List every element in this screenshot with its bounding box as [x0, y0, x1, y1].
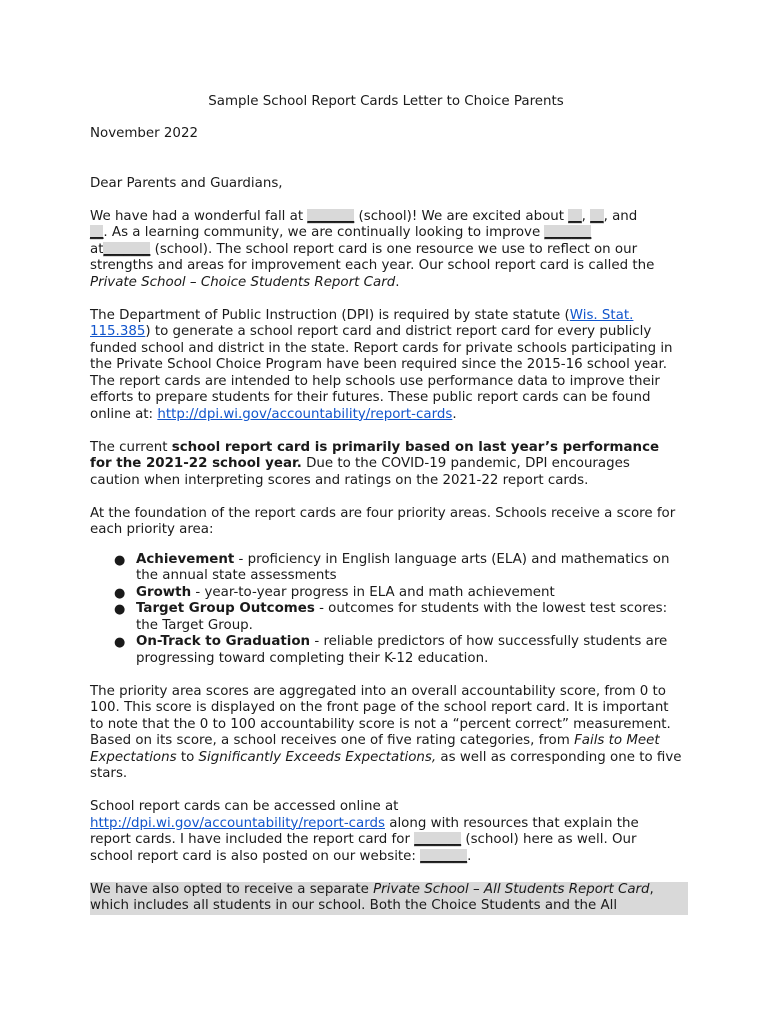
list-item: ● On-Track to Graduation - reliable predictors of how successfully students are progressing toward completing their K-12 education.	[114, 634, 668, 666]
bullet-icon: ●	[114, 635, 126, 650]
salutation: Dear Parents and Guardians,	[90, 175, 283, 191]
paragraph-aggregate: The priority area scores are aggregated into an overall accountability score, from 0 to 100. This score is displayed on the front page of the school report card. It is important to note that the 0 to 100 accountability score is not a “percent correct” measurement. Based on its score, a school receives one of five rating categories, from Fails to Meet Expectations to Significantly Exceeds Expectations, as well as corresponding one to five stars.	[90, 683, 682, 781]
letter-date: November 2022	[90, 126, 198, 141]
paragraph-priority-intro: At the foundation of the report cards are four priority areas. Schools receive a score for each priority area:	[90, 505, 676, 537]
paragraph-dpi: The Department of Public Instruction (DPI) is required by state statute (Wis. Stat. 115.385) to generate a school report card and district report card for every publicly funded school and district in the state. Report cards for private schools participating in the Private School Choice Program have been required since the 2015-16 school year. The report cards are intended to help schools use performance data to improve their efforts to prepare students for their futures. These public report cards can be found online at: http://dpi.wi.gov/accountability/report-cards.	[90, 307, 673, 422]
paragraph-intro: We have had a wonderful fall at _______ (school)! We are excited about __, __, and __. As a learning community, we are continually looking to improve _______ at_______ (school). The school report card is one resource we use to reflect on our strengths and areas for improvement each year. Our school report card is called the Private School – Choice Students Report Card.	[90, 208, 655, 290]
bullet-icon: ●	[114, 585, 126, 601]
blank-website[interactable]: _______	[420, 848, 468, 864]
bullet-icon: ●	[114, 552, 126, 568]
list-item: ● Achievement - proficiency in English language arts (ELA) and mathematics on the annual state assessments	[114, 551, 670, 583]
statute-link[interactable]: Wis. Stat. 115.385	[90, 307, 634, 339]
blank-school-name-3[interactable]: _______	[414, 832, 462, 847]
report-cards-link-2[interactable]: http://dpi.wi.gov/accountability/report-cards	[90, 815, 385, 831]
letter-title: Sample School Report Cards Letter to Choice Parents	[208, 94, 564, 109]
letter-page	[90, 93, 682, 931]
all-students-report-name: Private School – All Students Report Card	[373, 881, 650, 897]
current-year-emphasis: school report card is primarily based on last year’s performance for the 2021-22 school year.	[90, 439, 660, 471]
blank-excited-1[interactable]: __	[568, 208, 582, 224]
blank-school-name-2[interactable]: _______	[103, 241, 151, 257]
list-item: ● Target Group Outcomes - outcomes for students with the lowest test scores: the Target Group.	[114, 601, 668, 633]
report-cards-link[interactable]: http://dpi.wi.gov/accountability/report-cards	[157, 406, 453, 422]
blank-excited-3[interactable]: __	[90, 225, 104, 240]
blank-excited-2[interactable]: __	[590, 208, 604, 224]
paragraph-access: School report cards can be accessed online at http://dpi.wi.gov/accountability/report-cards along with resources that explain the report cards. I have included the report card for _______ (school) here as well. Our school report card is also posted on our website: _______.	[90, 799, 639, 864]
blank-school-name[interactable]: _______	[307, 208, 355, 224]
bullet-icon: ●	[114, 602, 126, 617]
blank-improve[interactable]: _______	[544, 225, 592, 240]
paragraph-all-students: We have also opted to receive a separate Private School – All Students Report Card, which includes all students in our school. Both the Choice Students and the All	[90, 882, 688, 915]
priority-areas-list	[90, 552, 682, 668]
report-card-name: Private School – Choice Students Report Card	[90, 274, 396, 290]
paragraph-current: The current school report card is primarily based on last year’s performance for the 2021-22 school year. Due to the COVID-19 pandemic, DPI encourages caution when interpreting scores and ratings on the 2021-22 report cards.	[90, 439, 660, 488]
list-item: ● Growth - year-to-year progress in ELA and math achievement	[114, 584, 555, 601]
